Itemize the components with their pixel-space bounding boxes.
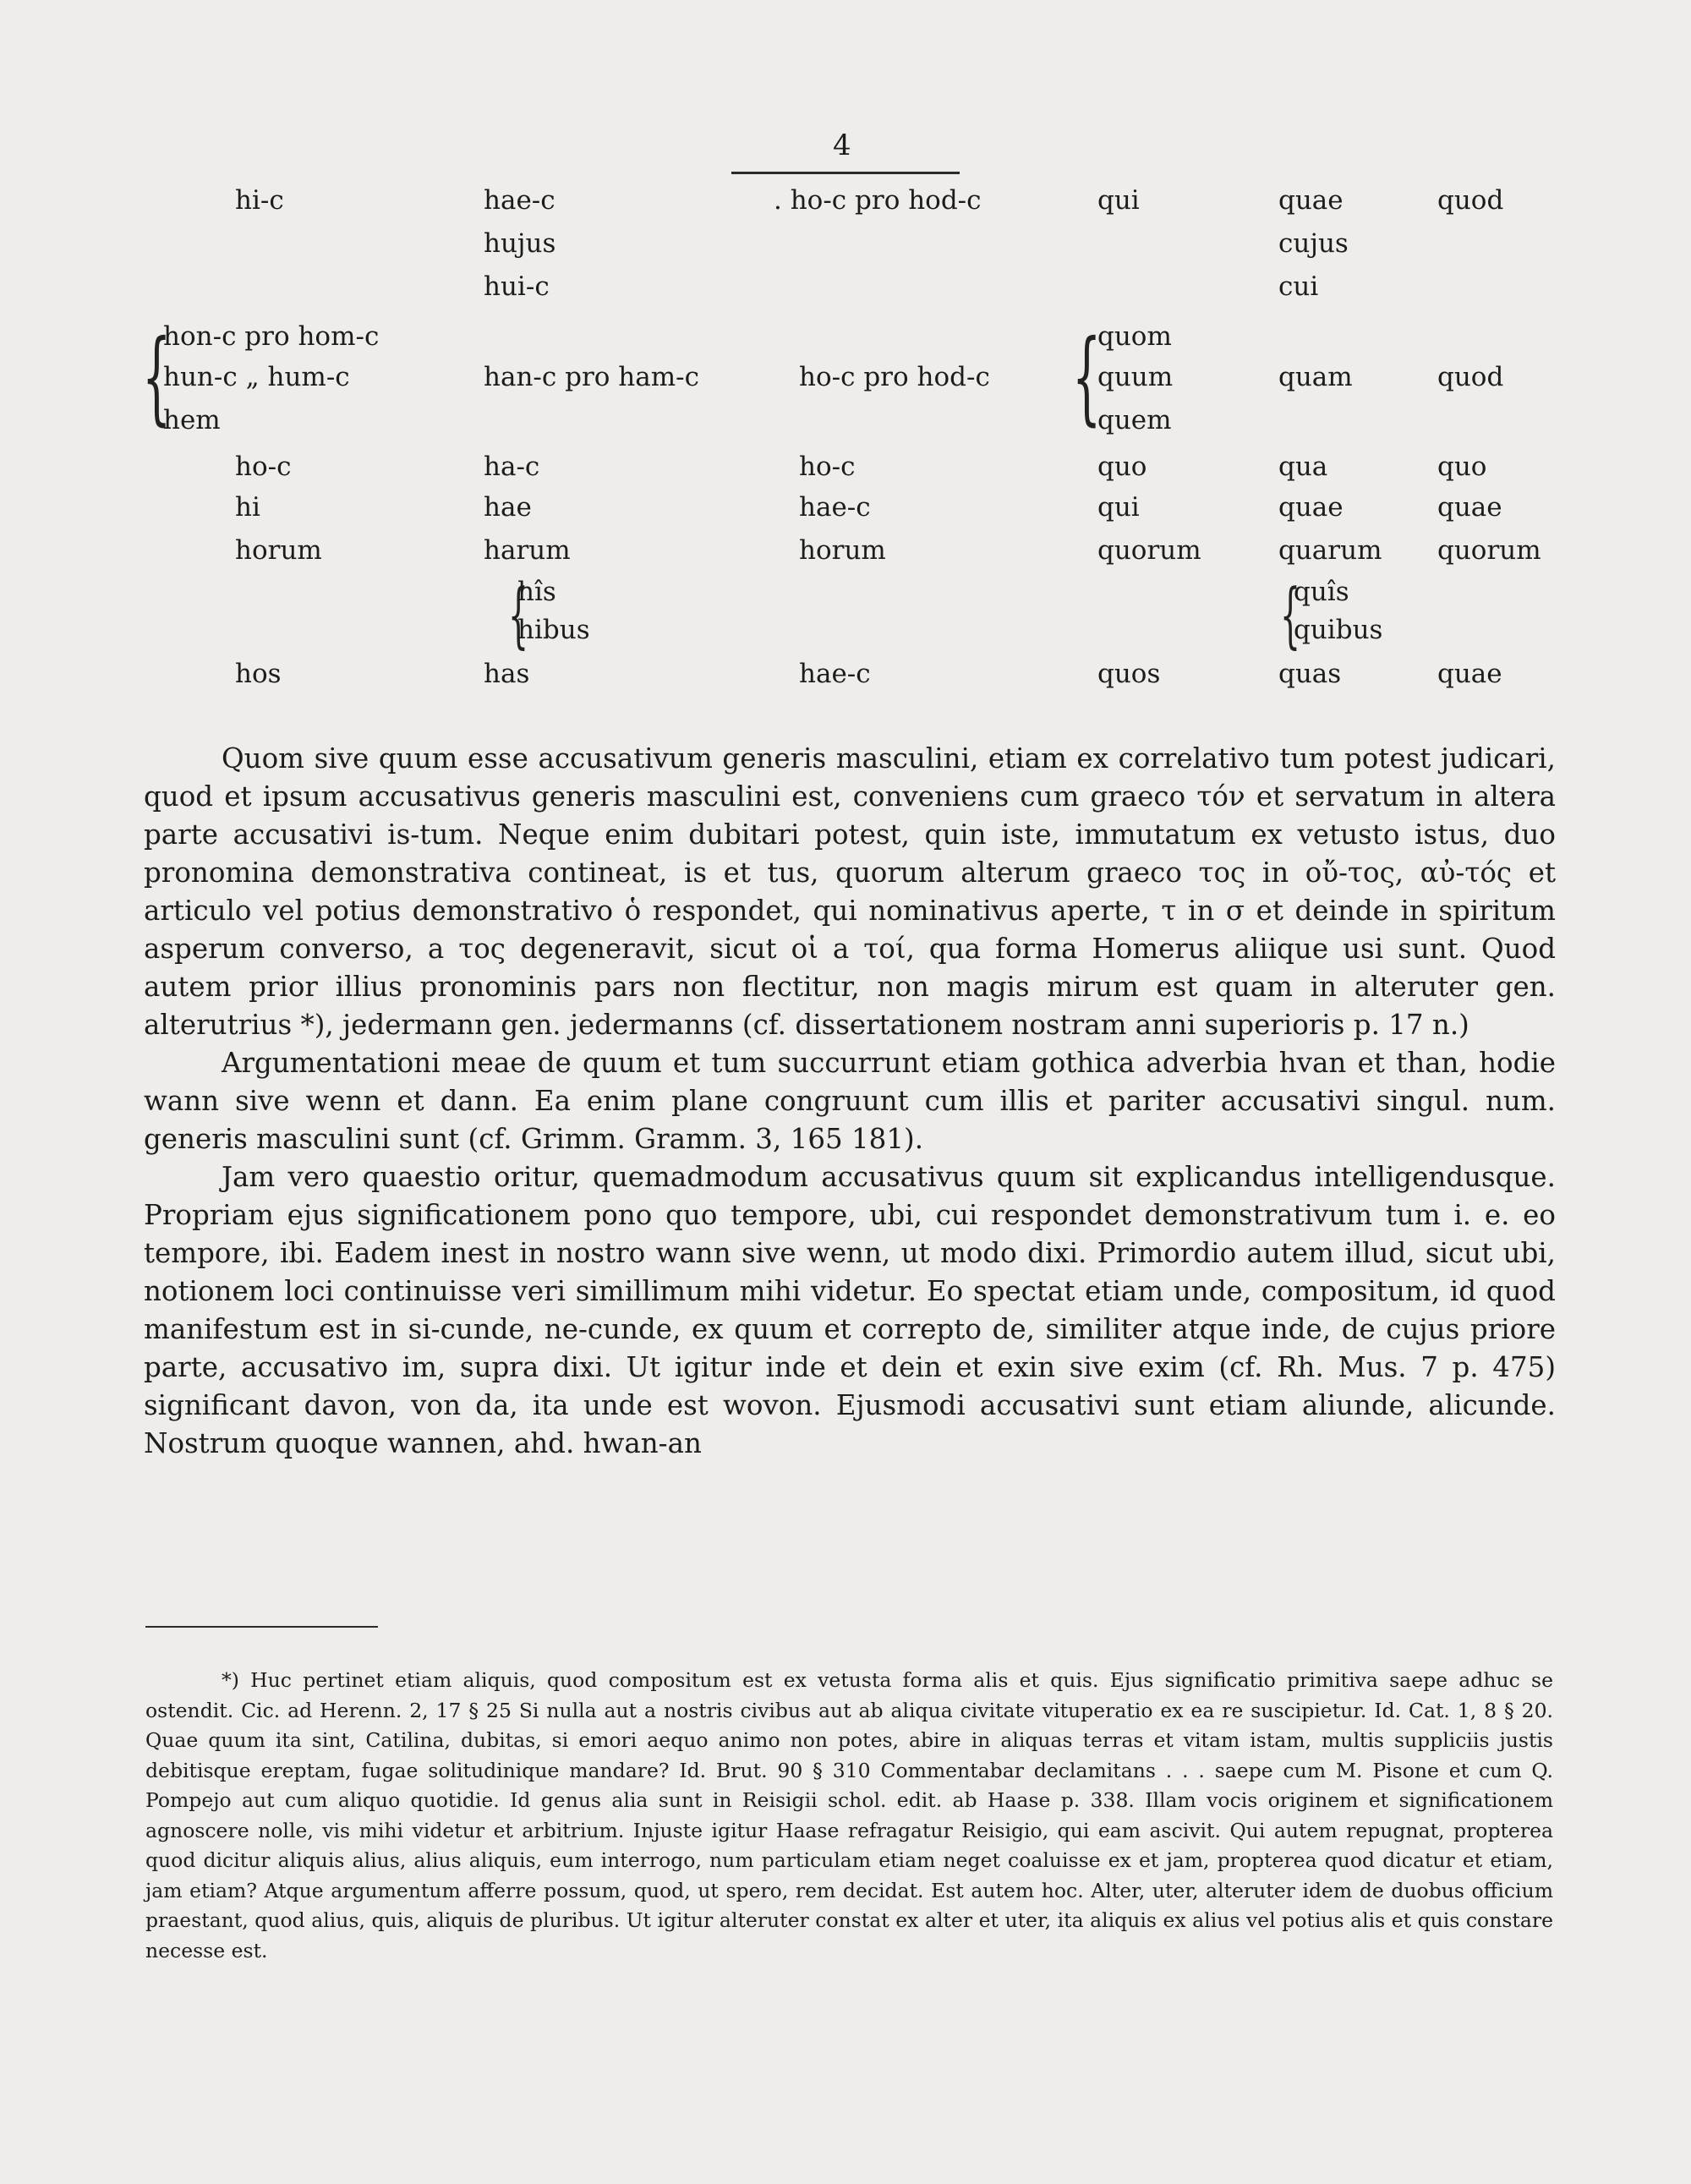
brace-his-hibus: { xyxy=(508,573,529,656)
table-cell: quod xyxy=(1437,185,1504,216)
table-row xyxy=(0,608,1691,652)
table-cell: qua xyxy=(1278,452,1328,482)
table-cell: quibus xyxy=(1294,615,1383,645)
table-cell: hujus xyxy=(484,228,556,259)
table-cell: quae xyxy=(1437,492,1502,523)
table-cell: ho-c pro hod-c xyxy=(799,362,990,392)
table-cell: quae xyxy=(1437,659,1502,689)
table-cell: harum xyxy=(484,535,571,566)
table-cell: quas xyxy=(1278,659,1342,689)
table-row xyxy=(0,652,1691,696)
table-row xyxy=(0,355,1691,399)
paragraph: Quom sive quum esse accusativum generis masculini, etiam ex correlativo tum potest judicari, quod et ipsum accusativus generis masculini est, conveniens cum graeco τόν et servatum in altera parte accusativi is-tum. Neque enim dubitari potest, quin iste, immutatum ex vetusto istus, duo pronomina demonstrativa contineat, is et tus, quorum alterum graeco τος in οὔ-τος, αὐ-τός et articulo vel potius demonstrativo ὁ respondet, qui nominativus aperte, τ in σ et deinde in spiritum asperum converso, a τος degeneravit, sicut οἱ a τοί, qua forma Homerus aliique usi sunt. Quod autem prior illius pronominis pars non flectitur, non magis mirum est quam in alteruter gen. alterutrius *), jedermann gen. jedermanns (cf. dissertationem nostram anni superioris p. 17 n.) xyxy=(144,742,1556,1041)
table-cell: hui-c xyxy=(484,271,550,302)
table-cell: quum xyxy=(1097,362,1174,392)
table-cell: hos xyxy=(235,659,282,689)
table-cell: ho-c xyxy=(235,452,292,482)
table-cell: . ho-c pro hod-c xyxy=(774,185,982,216)
table-cell: hon-c pro hom-c xyxy=(163,321,380,352)
table-cell: horum xyxy=(235,535,322,566)
table-row xyxy=(0,398,1691,442)
table-cell: quorum xyxy=(1097,535,1201,566)
table-cell: han-c pro ham-c xyxy=(484,362,699,392)
table-cell: quod xyxy=(1437,362,1504,392)
footnote: *) Huc pertinet etiam aliquis, quod compositum est ex vetusta forma alis et quis. Ejus significatio primitiva saepe adhuc se ostendit. Cic. ad Herenn. 2, 17 § 25 Si nulla aut a nostris civibus aut ab aliqua civitate vituperatio ex ea re suscipietur. Id. Cat. 1, 8 § 20. Quae quum ita sint, Catilina, dubitas, si emori aequo animo non potes, abire in aliquas terras et vitam istam, multis suppliciis justis debitisque ereptam, fugae solitudinique mandare? Id. Brut. 90 § 310 Commentabar declamitans . . . saepe cum M. Pisone et cum Q. Pompejo aut cum aliquo quotidie. Id genus alia sunt in Reisigii schol. edit. ab Haase p. 338. Illam vocis originem et significationem agnoscere nolle, vis mihi videtur et arbitrium. Injuste igitur Haase refragatur Reisigio, qui eam ascivit. Qui autem repugnat, propterea quod dicitur aliquis alius, alius aliquis, eum interrogo, num particulam etiam neget coaluisse ex et jam, propterea quod dicatur et etiam, jam etiam? Atque argumentum afferre possum, quod, ut spero, rem decidat. Est autem hoc. Alter, uter, alteruter idem de duobus officium praestant, quod alius, quis, aliquis de pluribus. Ut igitur alteruter constat ex alter et uter, ita aliquis ex alius vel potius alis et quis constare necesse est. xyxy=(145,1668,1553,1962)
table-cell: quîs xyxy=(1294,577,1349,607)
table-cell: hun-c „ hum-c xyxy=(163,362,350,392)
page-number: 4 xyxy=(833,129,851,162)
table-cell: quo xyxy=(1097,452,1147,482)
brace-left-accusative: { xyxy=(142,319,172,436)
table-cell: quorum xyxy=(1437,535,1541,566)
table-row xyxy=(0,178,1691,222)
table-row xyxy=(0,315,1691,359)
table-cell: quarum xyxy=(1278,535,1382,566)
table-cell: hîs xyxy=(517,577,556,607)
footnote-rule xyxy=(145,1626,378,1628)
table-cell: has xyxy=(484,659,530,689)
table-cell: hae-c xyxy=(799,659,871,689)
paragraph: Argumentationi meae de quum et tum succurrunt etiam gothica adverbia hvan et than, hodie wann sive wenn et dann. Ea enim plane congruunt cum illis et pariter accusativi singul. num. generis masculini sunt (cf. Grimm. Gramm. 3, 165 181). xyxy=(144,1047,1556,1155)
table-cell: hae-c xyxy=(799,492,871,523)
table-row xyxy=(0,265,1691,309)
table-cell: quem xyxy=(1097,405,1172,435)
table-cell: quos xyxy=(1097,659,1161,689)
table-cell: hi-c xyxy=(235,185,284,216)
main-text xyxy=(144,740,1556,1463)
table-cell: hibus xyxy=(517,615,590,645)
table-cell: hem xyxy=(163,405,221,435)
table-cell: qui xyxy=(1097,492,1140,523)
table-row xyxy=(0,528,1691,572)
table-cell: hae-c xyxy=(484,185,555,216)
table-cell: cujus xyxy=(1278,228,1349,259)
table-cell: quae xyxy=(1278,492,1343,523)
table-cell: quom xyxy=(1097,321,1172,352)
table-cell: horum xyxy=(799,535,886,566)
table-cell: quam xyxy=(1278,362,1353,392)
table-cell: ho-c xyxy=(799,452,856,482)
table-cell: cui xyxy=(1278,271,1319,302)
table-row xyxy=(0,445,1691,489)
pronoun-table xyxy=(0,0,1691,719)
table-row xyxy=(0,485,1691,529)
table-cell: quo xyxy=(1437,452,1487,482)
table-cell: ha-c xyxy=(484,452,540,482)
table-cell: hae xyxy=(484,492,532,523)
table-cell: qui xyxy=(1097,185,1140,216)
paragraph: Jam vero quaestio oritur, quemadmodum accusativus quum sit explicandus intelligendusque. Propriam ejus significationem pono quo tempore, ubi, cui respondet demonstrativum tum i. e. eo tempore, ibi. Eadem inest in nostro wann sive wenn, ut modo dixi. Primordio autem illud, sicut ubi, notionem loci continuisse veri simillimum mihi videtur. Eo spectat etiam unde, compositum, id quod manifestum est in si-cunde, ne-cunde, ex quum et correpto de, similiter atque inde, de cujus priore parte, accusativo im, supra dixi. Ut igitur inde et dein et exin sive exim (cf. Rh. Mus. 7 p. 475) significant davon, von da, ita unde est wovon. Ejusmodi accusativi sunt etiam aliunde, alicunde. Nostrum quoque wannen, ahd. hwan-an xyxy=(144,1161,1556,1459)
brace-relative-accusative: { xyxy=(1072,319,1102,436)
brace-quis-quibus: { xyxy=(1280,573,1301,656)
table-cell: quae xyxy=(1278,185,1343,216)
table-row xyxy=(0,222,1691,265)
table-cell: hi xyxy=(235,492,260,523)
